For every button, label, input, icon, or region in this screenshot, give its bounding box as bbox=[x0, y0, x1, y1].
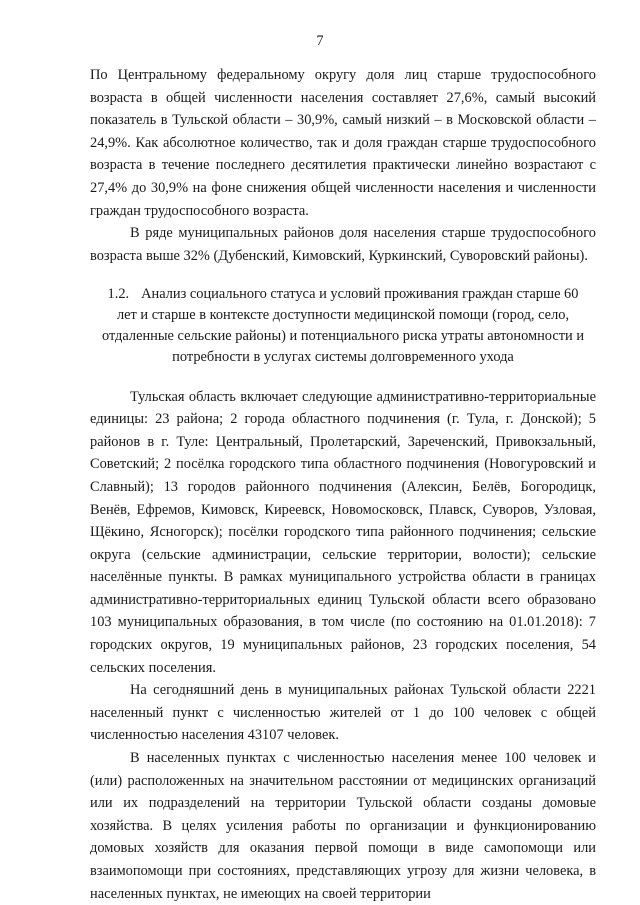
section-heading bbox=[90, 284, 596, 367]
paragraph-small-settlements: На сегодняшний день в муниципальных районах Тульской области 2221 населенный пункт с численностью жителей от 1 до 100 человек с общей численностью населения 43107 человек. bbox=[90, 682, 596, 744]
section-number: 1.2. bbox=[107, 286, 130, 303]
paragraph-household-farms: В населенных пунктах с численностью населения менее 100 человек и (или) расположенных на значительном расстоянии от медицинских организаций или их подразделений на территории Тульской области созданы домовые хозяйства. В целях усиления работы по организации и функционированию домовых хозяйств для оказания первой помощи в виде самопомощи или взаимопомощи при состояниях, представляющих угрозу для жизни человека, в населенных пунктах, не имеющих на своей территории bbox=[90, 750, 596, 902]
section-title: Анализ социального статуса и условий проживания граждан старше 60 лет и старше в контексте доступности медицинской помощи (город, село, отдаленные сельские районы) и потенциального риска утраты автономности и потребности в услугах системы долговременного ухода bbox=[101, 286, 585, 365]
paragraph-cfo-share: По Центральному федеральному округу доля лиц старше трудоспособного возраста в общей численности населения составляет 27,6%, самый высокий показатель в Тульской области – 30,9%, самый низкий – в Московской области – 24,9%. Как абсолютное количество, так и доля граждан старше трудоспособного возраста в течение последнего десятилетия практически линейно возрастают с 27,4% до 30,9% на фоне снижения общей численности населения и численности граждан трудоспособного возраста. bbox=[90, 67, 596, 219]
paragraph-districts-over-32: В ряде муниципальных районов доля населения старше трудоспособного возраста выше 32% (Дубенский, Кимовский, Куркинский, Суворовский районы). bbox=[90, 225, 596, 264]
paragraph-admin-units: Тульская область включает следующие административно-территориальные единицы: 23 района; 2 города областного подчинения (г. Тула, г. Донской); 5 районов в г. Туле: Центральный, Пролетарский, Зареченский, Привокзальный, Советский; 2 посёлка городского типа областного подчинения (Новогуровский и Славный); 13 городов районного подчинения (Алексин, Белёв, Богородицк, Венёв, Ефремов, Кимовск, Киреевск, Новомосковск, Плавск, Суворов, Узловая, Щёкино, Ясногорск); посёлки городского типа районного подчинения; сельские округа (сельские администрации, сельские территории, волости); сельские населённые пункты. В рамках муниципального устройства области в границах административно-территориальных единиц Тульской области всего образовано 103 муниципальных образования, в том числе (по состоянию на 01.01.2018): 7 городских округов, 19 муниципальных районов, 23 городских поселения, 54 сельских поселения. bbox=[90, 388, 596, 676]
page-number: 7 bbox=[316, 33, 324, 49]
document-body bbox=[90, 64, 596, 905]
